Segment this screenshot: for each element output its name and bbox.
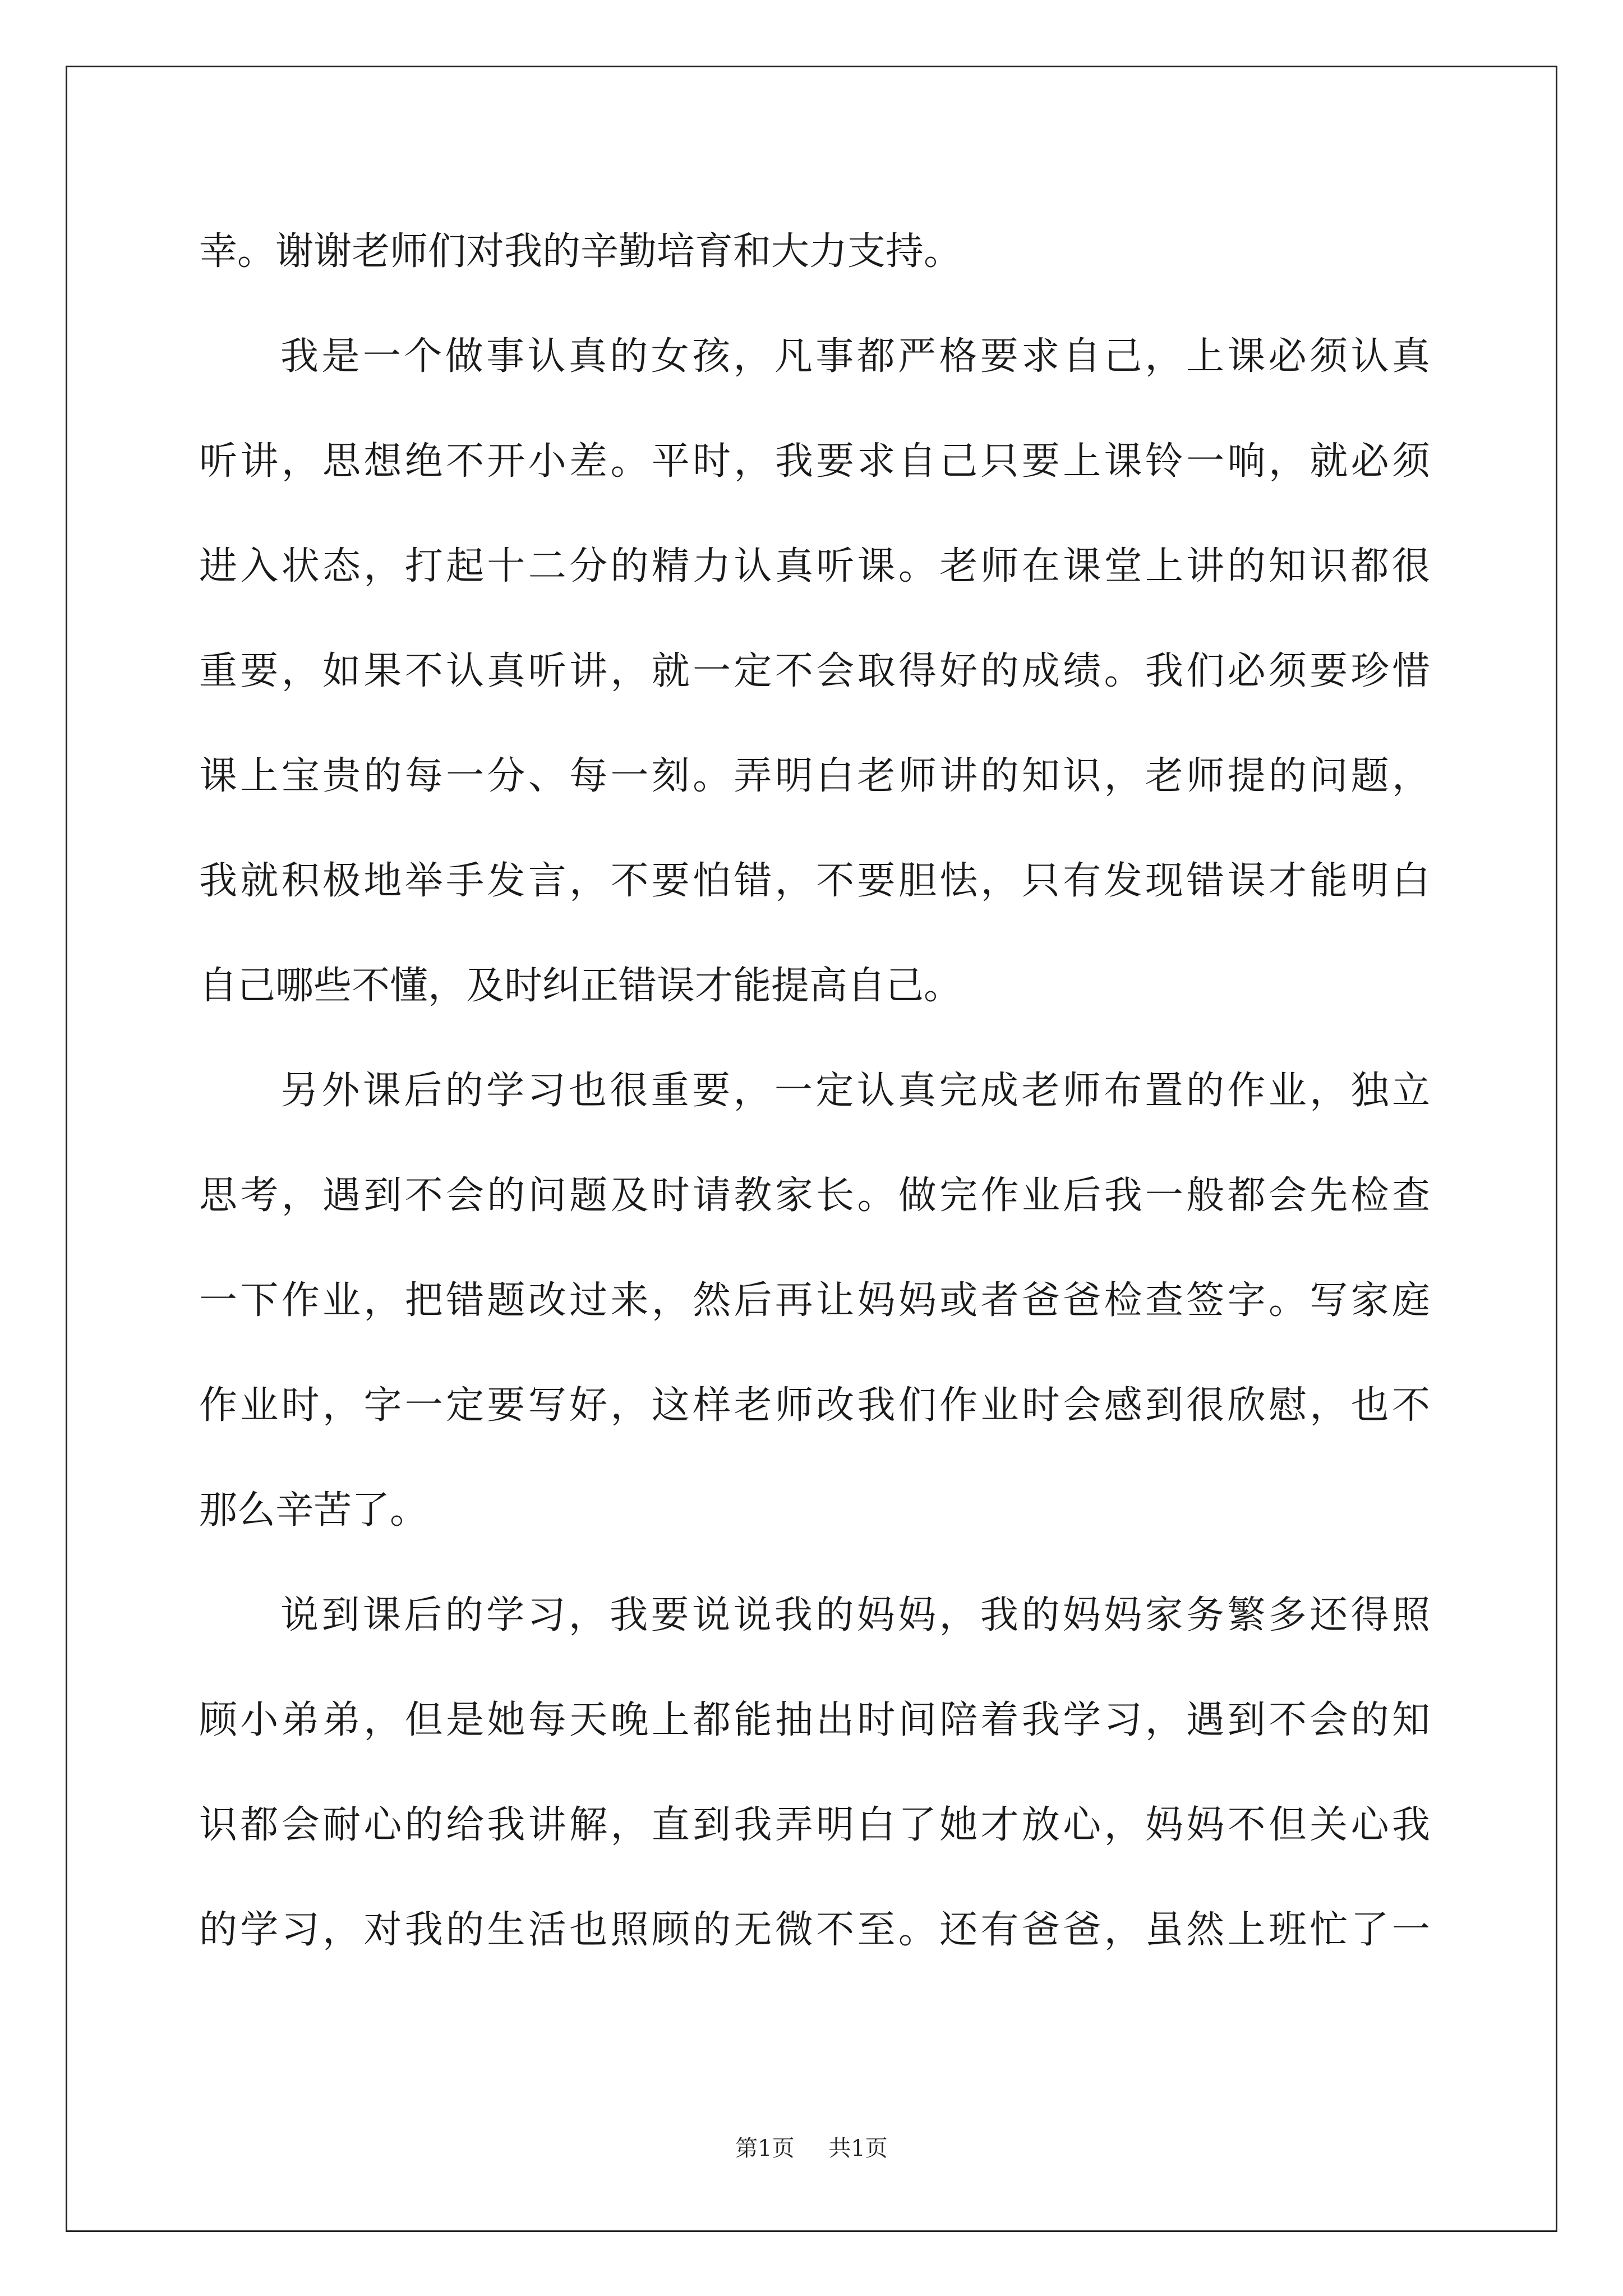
text-line: 思考，遇到不会的问题及时请教家长。做完作业后我一般都会先检查 [199,1174,1430,1218]
text-line: 我就积极地举手发言，不要怕错，不要胆怯，只有发现错误才能明白 [199,859,1430,903]
paragraph [199,199,1430,304]
text-line: 识都会耐心的给我讲解，直到我弄明白了她才放心，妈妈不但关心我 [199,1803,1430,1847]
text-line: 的学习，对我的生活也照顾的无微不至。还有爸爸，虽然上班忙了一 [199,1908,1430,1952]
paragraph [199,304,1430,1038]
text-line: 另外课后的学习也很重要，一定认真完成老师布置的作业，独立 [280,1069,1430,1113]
page-number-total: 共1页 [828,2136,888,2161]
text-line: 说到课后的学习，我要说说我的妈妈，我的妈妈家务繁多还得照 [280,1593,1430,1637]
document-body [199,199,1430,1982]
paragraph [199,1038,1430,1563]
text-line: 听讲，思想绝不开小差。平时，我要求自己只要上课铃一响，就必须 [199,439,1430,484]
page-footer [0,2132,1623,2165]
text-line: 我是一个做事认真的女孩，凡事都严格要求自己，上课必须认真 [280,334,1430,379]
text-line: 一下作业，把错题改过来，然后再让妈妈或者爸爸检查签字。写家庭 [199,1278,1430,1323]
text-line: 幸。谢谢老师们对我的辛勤培育和大力支持。 [199,229,962,274]
text-line: 课上宝贵的每一分、每一刻。弄明白老师讲的知识，老师提的问题， [199,754,1430,798]
text-line: 顾小弟弟，但是她每天晚上都能抽出时间陪着我学习，遇到不会的知 [199,1698,1430,1742]
paragraph [199,1563,1430,1982]
text-line: 进入状态，打起十二分的精力认真听课。老师在课堂上讲的知识都很 [199,544,1430,588]
text-line: 自己哪些不懂，及时纠正错误才能提高自己。 [199,964,962,1008]
page-number-current: 第1页 [735,2136,795,2161]
text-line: 重要，如果不认真听讲，就一定不会取得好的成绩。我们必须要珍惜 [199,649,1430,693]
text-line: 作业时，字一定要写好，这样老师改我们作业时会感到很欣慰，也不 [199,1383,1430,1428]
text-line: 那么辛苦了。 [199,1488,428,1533]
